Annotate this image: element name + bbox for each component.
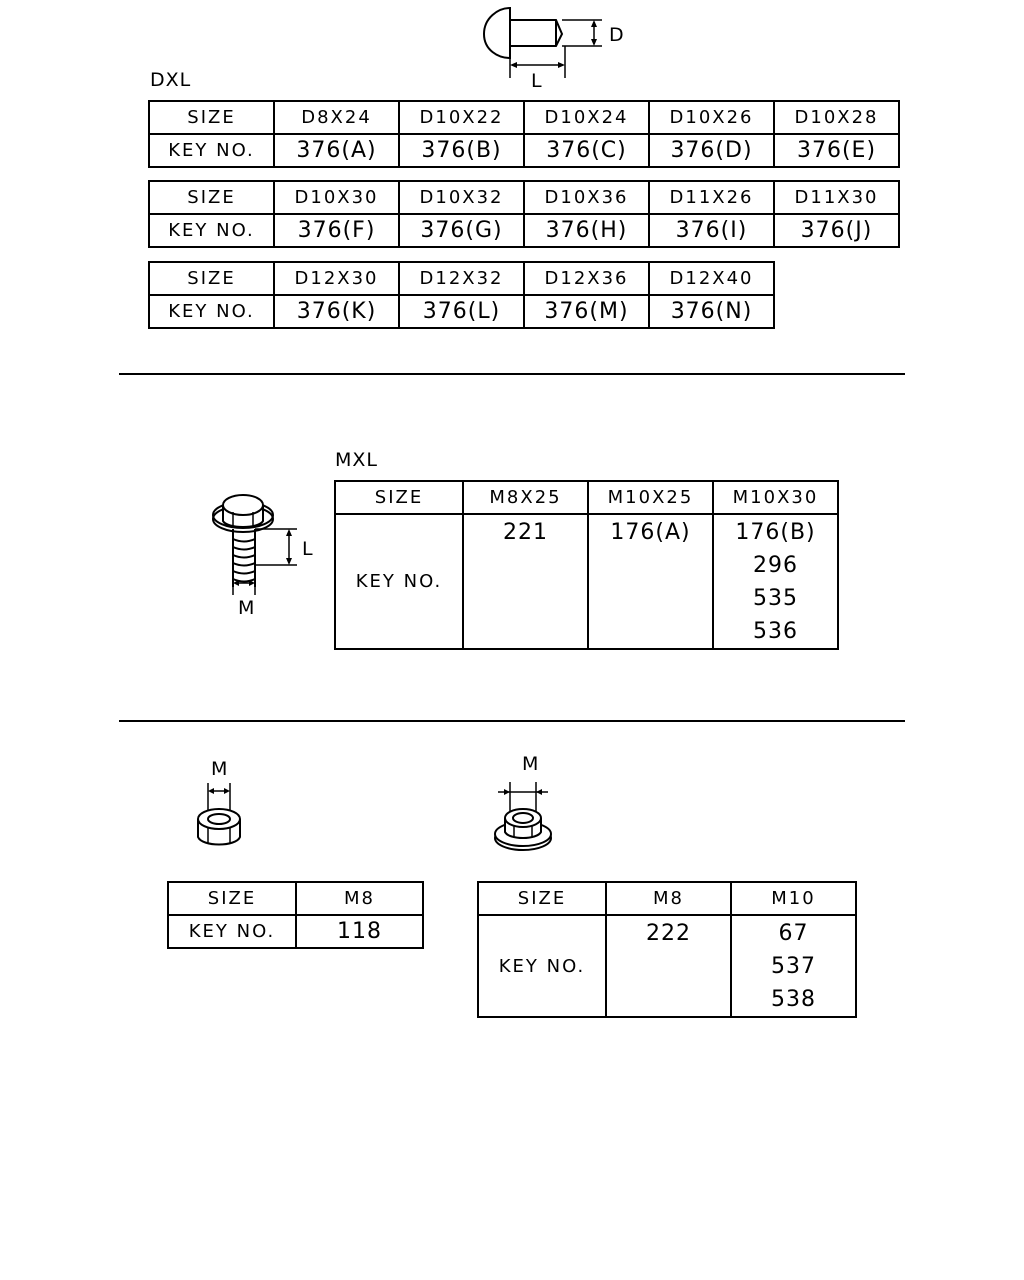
table-row — [149, 295, 774, 328]
size-cell: D10X22 — [399, 101, 524, 134]
rivet-head-icon — [484, 8, 510, 58]
flange-nut-drawing — [490, 770, 570, 860]
mxl-table — [334, 480, 839, 650]
key-no-header: KEY NO. — [149, 134, 274, 167]
key-no-cell: 376(B) — [399, 134, 524, 167]
dxl-table-1 — [148, 100, 900, 168]
size-cell: D10X28 — [774, 101, 899, 134]
table-row — [335, 481, 838, 514]
rivet-dim-d-label: D — [609, 24, 625, 46]
key-no-cell: 376(D) — [649, 134, 774, 167]
table-row — [149, 214, 899, 247]
size-cell: M8 — [606, 882, 731, 915]
bolt-dim-m-label: M — [238, 597, 256, 619]
key-no-cell: 376(I) — [649, 214, 774, 247]
key-no-value: 296 — [753, 553, 798, 578]
size-cell: D11X26 — [649, 181, 774, 214]
flange-nut-table — [477, 881, 857, 1018]
size-cell: M8 — [296, 882, 423, 915]
bolt-thread-icon — [233, 539, 255, 582]
size-cell: D8X24 — [274, 101, 399, 134]
key-no-cell — [606, 915, 731, 1017]
table-row — [335, 514, 838, 649]
size-header: SIZE — [149, 181, 274, 214]
key-no-cell: 376(A) — [274, 134, 399, 167]
size-header: SIZE — [478, 882, 606, 915]
key-no-cell: 376(K) — [274, 295, 399, 328]
table-row — [149, 181, 899, 214]
key-no-header: KEY NO. — [335, 514, 463, 649]
size-cell: M8X25 — [463, 481, 588, 514]
section-divider — [119, 720, 905, 722]
rivet-shank-icon — [510, 20, 562, 46]
key-no-value: 538 — [771, 987, 816, 1012]
key-no-value: 221 — [503, 520, 548, 545]
table-row — [149, 134, 899, 167]
size-header: SIZE — [149, 262, 274, 295]
key-no-header: KEY NO. — [149, 295, 274, 328]
table-row — [168, 882, 423, 915]
nut-dim-m-label: M — [211, 758, 229, 780]
key-no-cell: 376(F) — [274, 214, 399, 247]
rivet-dim-l-label: L — [531, 70, 543, 92]
size-cell: D12X32 — [399, 262, 524, 295]
key-no-header: KEY NO. — [168, 915, 296, 948]
key-no-cell: 376(N) — [649, 295, 774, 328]
section-divider — [119, 373, 905, 375]
size-cell: D11X30 — [774, 181, 899, 214]
size-cell: D12X36 — [524, 262, 649, 295]
key-no-header: KEY NO. — [149, 214, 274, 247]
key-no-cell: 376(H) — [524, 214, 649, 247]
size-cell: D12X30 — [274, 262, 399, 295]
dxl-section-label: DXL — [150, 69, 192, 91]
key-no-value: 222 — [646, 921, 691, 946]
key-no-cell — [731, 915, 856, 1017]
size-header: SIZE — [149, 101, 274, 134]
key-no-cell: 118 — [296, 915, 423, 948]
key-no-value: 535 — [753, 586, 798, 611]
size-cell: D10X30 — [274, 181, 399, 214]
key-no-cell — [713, 514, 838, 649]
key-no-value: 67 — [778, 921, 809, 946]
table-row — [149, 101, 899, 134]
key-no-cell: 376(G) — [399, 214, 524, 247]
hex-nut-drawing — [190, 775, 250, 855]
table-row — [149, 262, 774, 295]
key-no-value: 536 — [753, 619, 798, 644]
key-no-cell: 376(E) — [774, 134, 899, 167]
key-no-cell — [463, 514, 588, 649]
table-row — [478, 915, 856, 1017]
mxl-section-label: MXL — [335, 449, 378, 471]
flange-nut-dim-m-label: M — [522, 753, 540, 775]
key-no-value: 537 — [771, 954, 816, 979]
key-no-cell — [588, 514, 713, 649]
key-no-cell: 376(L) — [399, 295, 524, 328]
size-cell: D10X24 — [524, 101, 649, 134]
size-header: SIZE — [168, 882, 296, 915]
key-no-header: KEY NO. — [478, 915, 606, 1017]
size-cell: D10X32 — [399, 181, 524, 214]
table-row — [168, 915, 423, 948]
key-no-value: 176(A) — [610, 520, 691, 545]
size-cell: M10X30 — [713, 481, 838, 514]
dxl-table-3 — [148, 261, 775, 329]
key-no-value: 176(B) — [735, 520, 816, 545]
key-no-cell: 376(J) — [774, 214, 899, 247]
bolt-dim-l-label: L — [302, 538, 314, 560]
dxl-table-2 — [148, 180, 900, 248]
key-no-cell: 376(C) — [524, 134, 649, 167]
size-header: SIZE — [335, 481, 463, 514]
table-row — [478, 882, 856, 915]
rivet-drawing — [470, 0, 630, 95]
size-cell: M10X25 — [588, 481, 713, 514]
nut-table — [167, 881, 424, 949]
size-cell: D10X36 — [524, 181, 649, 214]
size-cell: D12X40 — [649, 262, 774, 295]
size-cell: D10X26 — [649, 101, 774, 134]
key-no-cell: 376(M) — [524, 295, 649, 328]
size-cell: M10 — [731, 882, 856, 915]
